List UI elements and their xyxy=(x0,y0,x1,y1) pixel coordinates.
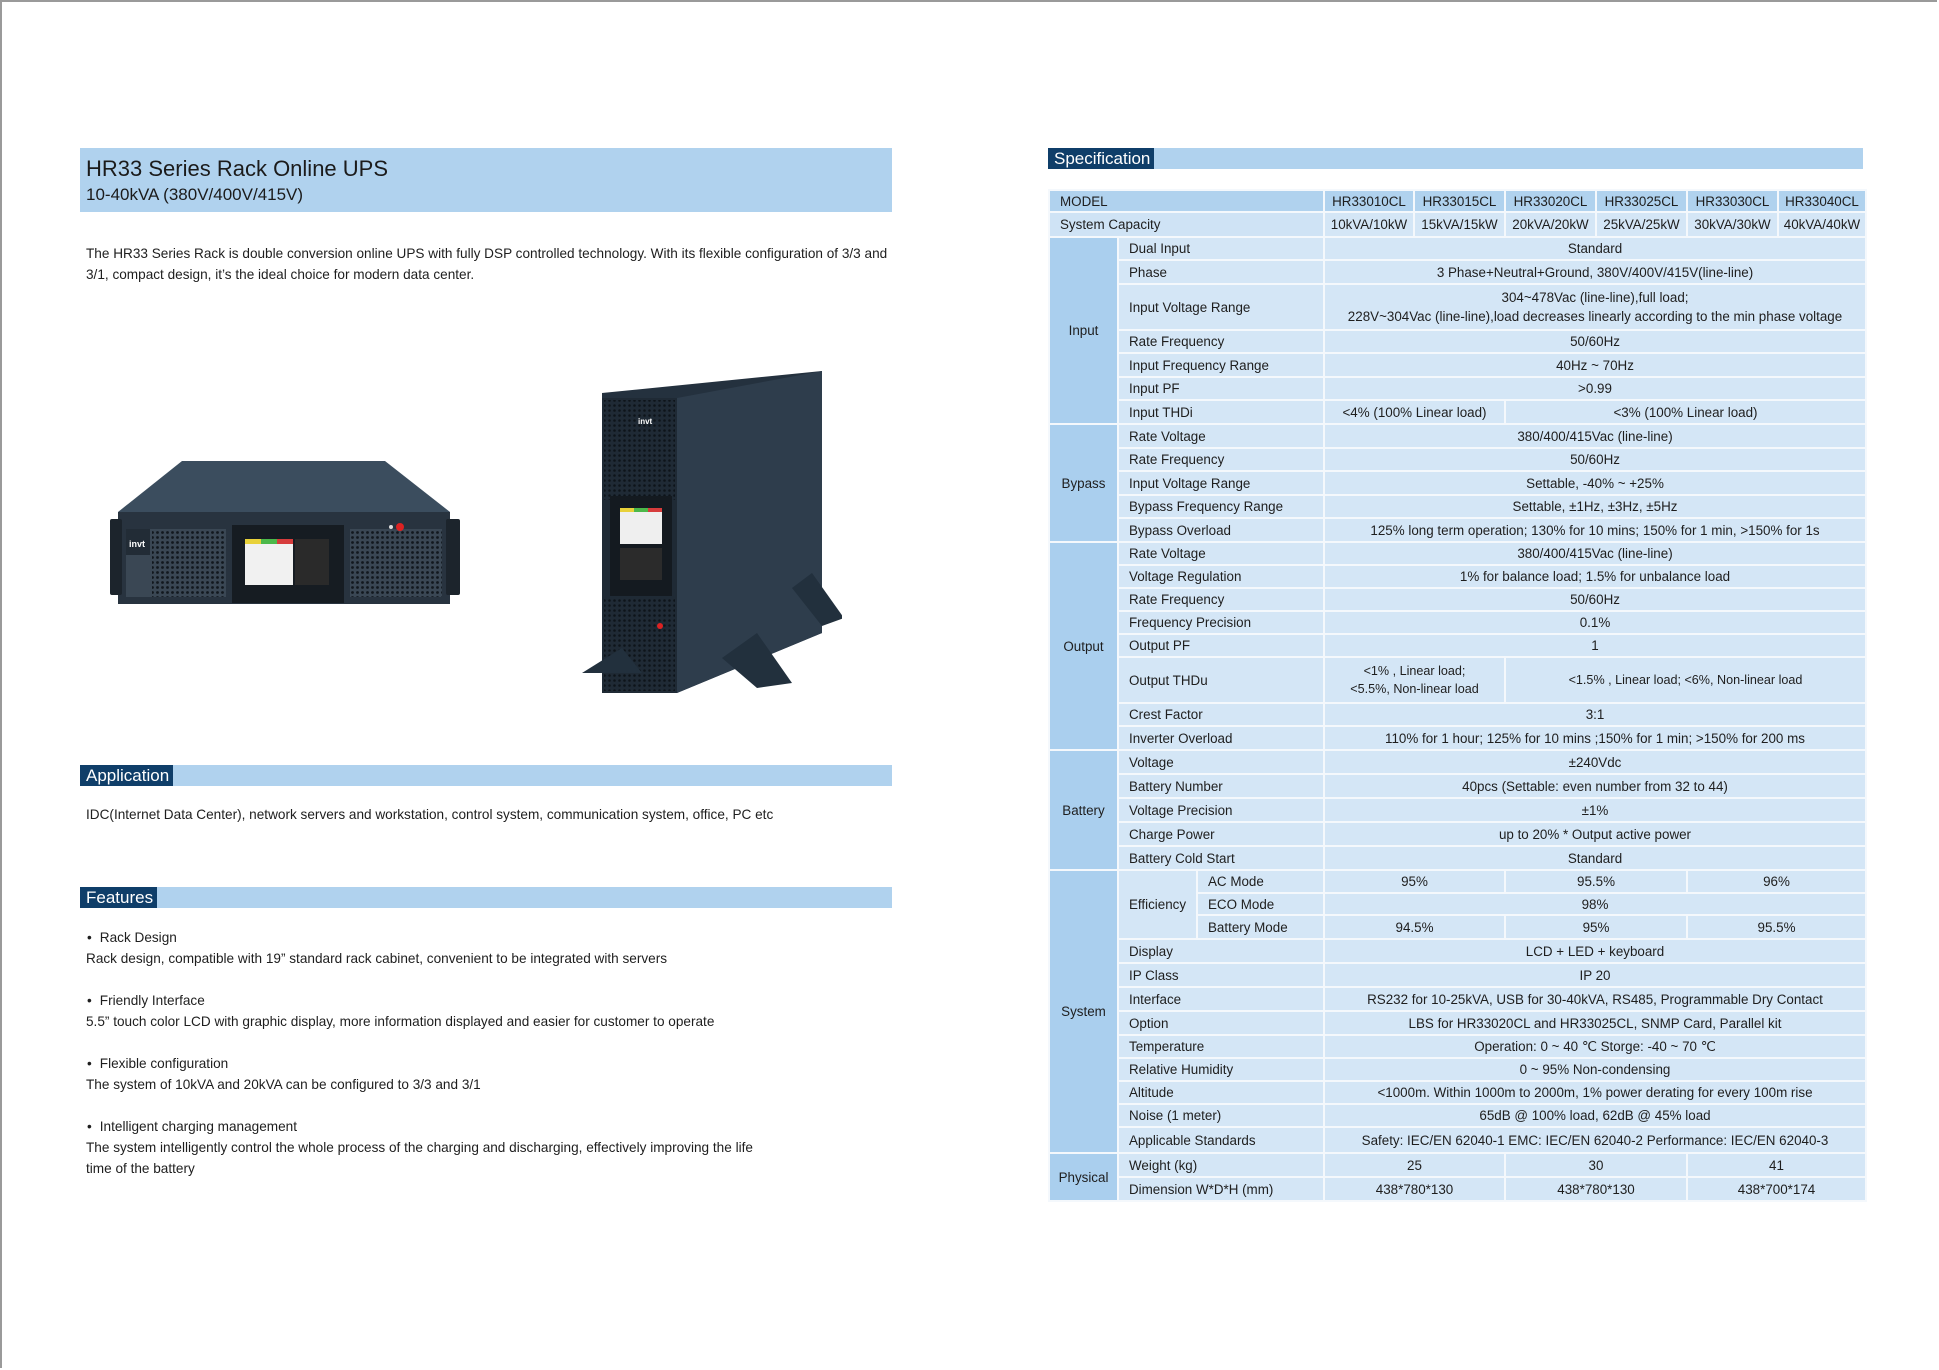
table-row xyxy=(1049,1011,1866,1035)
row-value: 110% for 1 hour; 125% for 10 mins ;150% for 1 min; >150% for 200 ms xyxy=(1324,726,1866,750)
feature-text: The system intelligently control the whole process of the charging and discharging, effectively improving the life time of the battery xyxy=(86,1140,753,1176)
model-cell: HR33010CL xyxy=(1324,190,1414,212)
model-cell: HR33025CL xyxy=(1596,190,1687,212)
table-row xyxy=(1049,330,1866,353)
capacity-cell: 25kVA/25kW xyxy=(1596,212,1687,237)
row-label: Bypass Frequency Range xyxy=(1118,495,1324,518)
group-system: System xyxy=(1049,870,1118,1153)
row-value: 1% for balance load; 1.5% for unbalance load xyxy=(1324,565,1866,588)
row-value: 3:1 xyxy=(1324,703,1866,726)
group-output: Output xyxy=(1049,542,1118,750)
row-label: Battery Mode xyxy=(1197,915,1324,939)
group-bypass: Bypass xyxy=(1049,424,1118,542)
row-label: Input Voltage Range xyxy=(1118,284,1324,330)
specification-heading: Specification xyxy=(1048,148,1154,169)
row-label: Charge Power xyxy=(1118,822,1324,846)
feature-title: • Rack Design xyxy=(86,927,886,948)
row-value: Safety: IEC/EN 62040-1 EMC: IEC/EN 62040-2 Performance: IEC/EN 62040-3 xyxy=(1324,1127,1866,1153)
svg-text:invt: invt xyxy=(638,417,653,426)
row-label: Rate Frequency xyxy=(1118,448,1324,471)
capacity-cell: 40kVA/40kW xyxy=(1778,212,1866,237)
feature-item xyxy=(86,990,886,1032)
model-cell: HR33040CL xyxy=(1778,190,1866,212)
row-value: 95% xyxy=(1505,915,1687,939)
table-row xyxy=(1049,822,1866,846)
row-value: 0.1% xyxy=(1324,611,1866,634)
row-label: ECO Mode xyxy=(1197,893,1324,915)
row-label: Input PF xyxy=(1118,377,1324,400)
row-value: 96% xyxy=(1687,870,1866,893)
table-row xyxy=(1049,377,1866,400)
row-value xyxy=(1324,284,1866,330)
row-value: 438*700*174 xyxy=(1687,1177,1866,1201)
table-row xyxy=(1049,774,1866,798)
row-value: Settable, ±1Hz, ±3Hz, ±5Hz xyxy=(1324,495,1866,518)
feature-title: • Intelligent charging management xyxy=(86,1116,776,1137)
table-row-model xyxy=(1049,190,1866,212)
row-label: Battery Number xyxy=(1118,774,1324,798)
row-label: Voltage Regulation xyxy=(1118,565,1324,588)
table-row-capacity xyxy=(1049,212,1866,237)
tower-ups-image xyxy=(582,368,842,698)
table-row xyxy=(1049,353,1866,377)
model-cell: HR33020CL xyxy=(1505,190,1596,212)
row-label: Temperature xyxy=(1118,1035,1324,1058)
table-row xyxy=(1049,798,1866,822)
feature-text: 5.5” touch color LCD with graphic display, more information displayed and easier for customer to operate xyxy=(86,1014,715,1029)
table-row xyxy=(1049,588,1866,611)
capacity-cell: 10kVA/10kW xyxy=(1324,212,1414,237)
row-value: LBS for HR33020CL and HR33025CL, SNMP Card, Parallel kit xyxy=(1324,1011,1866,1035)
row-value: 50/60Hz xyxy=(1324,330,1866,353)
row-value: <4% (100% Linear load) xyxy=(1324,400,1505,424)
row-value: 380/400/415Vac (line-line) xyxy=(1324,424,1866,448)
table-row xyxy=(1049,703,1866,726)
table-row xyxy=(1049,1081,1866,1104)
page-title: HR33 Series Rack Online UPS xyxy=(86,156,389,181)
feature-item xyxy=(86,927,886,969)
row-label: Voltage Precision xyxy=(1118,798,1324,822)
row-label: AC Mode xyxy=(1197,870,1324,893)
row-value: 95.5% xyxy=(1687,915,1866,939)
row-value: 65dB @ 100% load, 62dB @ 45% load xyxy=(1324,1104,1866,1127)
row-label: Inverter Overload xyxy=(1118,726,1324,750)
row-value: IP 20 xyxy=(1324,963,1866,987)
row-value: 30 xyxy=(1505,1153,1687,1177)
row-value: RS232 for 10-25kVA, USB for 30-40kVA, RS485, Programmable Dry Contact xyxy=(1324,987,1866,1011)
feature-text: Rack design, compatible with 19” standard rack cabinet, convenient to be integrated with servers xyxy=(86,951,668,966)
row-value: ±1% xyxy=(1324,798,1866,822)
row-label: Input Frequency Range xyxy=(1118,353,1324,377)
svg-text:invt: invt xyxy=(129,539,146,549)
row-value: LCD + LED + keyboard xyxy=(1324,939,1866,963)
table-row xyxy=(1049,1058,1866,1081)
features-heading: Features xyxy=(80,887,157,908)
row-label: Rate Voltage xyxy=(1118,542,1324,565)
group-physical: Physical xyxy=(1049,1153,1118,1201)
row-value: 95.5% xyxy=(1505,870,1687,893)
row-label: IP Class xyxy=(1118,963,1324,987)
table-row xyxy=(1049,471,1866,495)
row-value: 40Hz ~ 70Hz xyxy=(1324,353,1866,377)
row-label: Relative Humidity xyxy=(1118,1058,1324,1081)
row-label: Frequency Precision xyxy=(1118,611,1324,634)
capacity-cell: 20kVA/20kW xyxy=(1505,212,1596,237)
row-value: Standard xyxy=(1324,237,1866,260)
feature-item xyxy=(86,1116,776,1179)
feature-item xyxy=(86,1053,886,1095)
row-label: Input THDi xyxy=(1118,400,1324,424)
row-label: Display xyxy=(1118,939,1324,963)
intro-paragraph: The HR33 Series Rack is double conversion online UPS with fully DSP controlled technology. With its flexible configuration of 3/3 and 3/1, compact design, it’s the ideal choice for modern data center. xyxy=(86,246,888,282)
row-label: Option xyxy=(1118,1011,1324,1035)
capacity-label: System Capacity xyxy=(1049,212,1324,237)
table-row xyxy=(1049,1153,1866,1177)
row-label: Voltage xyxy=(1118,750,1324,774)
group-battery: Battery xyxy=(1049,750,1118,870)
row-label: Bypass Overload xyxy=(1118,518,1324,542)
row-value: Operation: 0 ~ 40 ℃ Storge: -40 ~ 70 ℃ xyxy=(1324,1035,1866,1058)
table-row xyxy=(1049,1035,1866,1058)
features-list xyxy=(86,927,886,1200)
row-label: Weight (kg) xyxy=(1118,1153,1324,1177)
table-row xyxy=(1049,634,1866,657)
row-value: 50/60Hz xyxy=(1324,588,1866,611)
row-value: Settable, -40% ~ +25% xyxy=(1324,471,1866,495)
table-row xyxy=(1049,542,1866,565)
feature-title: • Flexible configuration xyxy=(86,1053,886,1074)
table-row xyxy=(1049,939,1866,963)
efficiency-label: Efficiency xyxy=(1118,870,1197,939)
row-label: Phase xyxy=(1118,260,1324,284)
model-cell: HR33015CL xyxy=(1414,190,1505,212)
row-label: Dual Input xyxy=(1118,237,1324,260)
table-row xyxy=(1049,726,1866,750)
row-label: Crest Factor xyxy=(1118,703,1324,726)
group-input: Input xyxy=(1049,237,1118,424)
row-value: Standard xyxy=(1324,846,1866,870)
application-section-bar xyxy=(80,765,892,786)
row-value: <3% (100% Linear load) xyxy=(1505,400,1866,424)
table-row xyxy=(1049,657,1866,703)
table-row xyxy=(1049,1104,1866,1127)
row-value: 3 Phase+Neutral+Ground, 380V/400V/415V(line-line) xyxy=(1324,260,1866,284)
rack-ups-image xyxy=(110,455,460,615)
table-row xyxy=(1049,1177,1866,1201)
model-cell: HR33030CL xyxy=(1687,190,1778,212)
table-row xyxy=(1049,518,1866,542)
row-value: 50/60Hz xyxy=(1324,448,1866,471)
row-value: 438*780*130 xyxy=(1324,1177,1505,1201)
row-value: 1 xyxy=(1324,634,1866,657)
table-row xyxy=(1049,987,1866,1011)
row-value xyxy=(1324,657,1505,703)
table-row xyxy=(1049,750,1866,774)
row-value: 0 ~ 95% Non-condensing xyxy=(1324,1058,1866,1081)
model-label: MODEL xyxy=(1049,190,1324,212)
table-row xyxy=(1049,565,1866,588)
row-value-line: <5.5%, Non-linear load xyxy=(1350,682,1479,696)
row-value: >0.99 xyxy=(1324,377,1866,400)
features-section-bar xyxy=(80,887,892,908)
feature-text: The system of 10kVA and 20kVA can be configured to 3/3 and 3/1 xyxy=(86,1077,481,1092)
row-value: 380/400/415Vac (line-line) xyxy=(1324,542,1866,565)
table-row xyxy=(1049,237,1866,260)
feature-title: • Friendly Interface xyxy=(86,990,886,1011)
row-value-line: 228V~304Vac (line-line),load decreases linearly according to the min phase voltage xyxy=(1347,309,1843,324)
row-value-line: <1% , Linear load; xyxy=(1363,664,1466,678)
title-banner xyxy=(80,148,892,212)
row-label: Output PF xyxy=(1118,634,1324,657)
row-value: <1000m. Within 1000m to 2000m, 1% power derating for every 100m rise xyxy=(1324,1081,1866,1104)
row-value: 94.5% xyxy=(1324,915,1505,939)
row-label: Noise (1 meter) xyxy=(1118,1104,1324,1127)
table-row xyxy=(1049,448,1866,471)
row-value: 125% long term operation; 130% for 10 mins; 150% for 1 min, >150% for 1s xyxy=(1324,518,1866,542)
specification-section-bar xyxy=(1048,148,1863,169)
row-label: Output THDu xyxy=(1118,657,1324,703)
table-row xyxy=(1049,846,1866,870)
row-label: Altitude xyxy=(1118,1081,1324,1104)
row-value: up to 20% * Output active power xyxy=(1324,822,1866,846)
row-value: 438*780*130 xyxy=(1505,1177,1687,1201)
row-label: Dimension W*D*H (mm) xyxy=(1118,1177,1324,1201)
row-label: Rate Frequency xyxy=(1118,330,1324,353)
specification-table xyxy=(1048,189,1867,1202)
application-heading: Application xyxy=(80,765,173,786)
row-value: ±240Vdc xyxy=(1324,750,1866,774)
table-row xyxy=(1049,400,1866,424)
row-label: Input Voltage Range xyxy=(1118,471,1324,495)
table-row xyxy=(1049,1127,1866,1153)
row-value: 25 xyxy=(1324,1153,1505,1177)
table-row xyxy=(1049,260,1866,284)
row-label: Rate Voltage xyxy=(1118,424,1324,448)
row-label: Interface xyxy=(1118,987,1324,1011)
table-row xyxy=(1049,611,1866,634)
table-row xyxy=(1049,284,1866,330)
row-label: Battery Cold Start xyxy=(1118,846,1324,870)
page-subtitle: 10-40kVA (380V/400V/415V) xyxy=(86,185,304,204)
table-row xyxy=(1049,870,1866,893)
row-value: <1.5% , Linear load; <6%, Non-linear load xyxy=(1505,657,1866,703)
row-value: 40pcs (Settable: even number from 32 to 44) xyxy=(1324,774,1866,798)
application-text: IDC(Internet Data Center), network servers and workstation, control system, communication system, office, PC etc xyxy=(86,807,774,822)
table-row xyxy=(1049,963,1866,987)
row-value: 98% xyxy=(1324,893,1866,915)
table-row xyxy=(1049,424,1866,448)
row-value: 95% xyxy=(1324,870,1505,893)
capacity-cell: 15kVA/15kW xyxy=(1414,212,1505,237)
row-value: 41 xyxy=(1687,1153,1866,1177)
row-label: Applicable Standards xyxy=(1118,1127,1324,1153)
row-value-line: 304~478Vac (line-line),full load; xyxy=(1501,290,1689,305)
capacity-cell: 30kVA/30kW xyxy=(1687,212,1778,237)
row-label: Rate Frequency xyxy=(1118,588,1324,611)
table-row xyxy=(1049,495,1866,518)
